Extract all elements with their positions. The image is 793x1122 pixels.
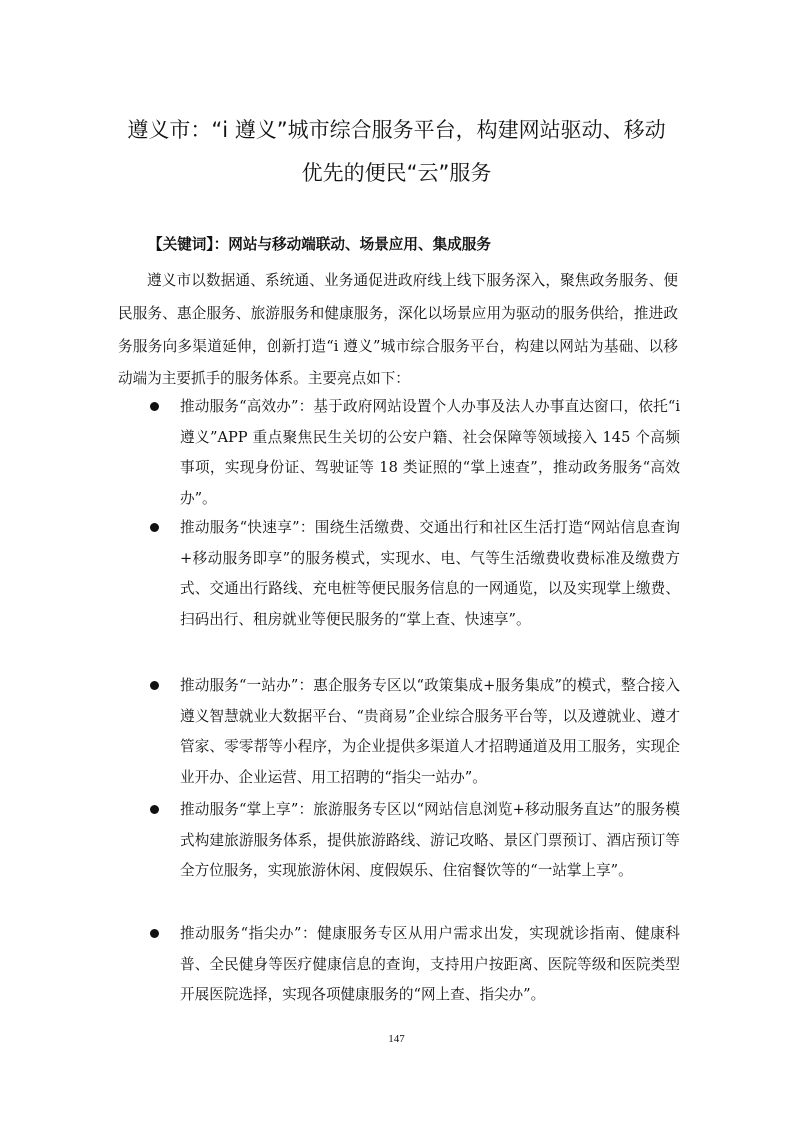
bullet-dot-icon (150, 929, 159, 938)
bullet-dot-icon (150, 402, 159, 411)
document-title-line-1: 遵义市：“i 遵义”城市综合服务平台，构建网站驱动、移动 (127, 118, 666, 142)
bullet-item-text: 推动服务“一站办”：惠企服务专区以“政策集成+服务集成”的模式，整合接入遵义智慧就业大数据平台、“贵商易”企业综合服务平台等，以及遵就业、遵才管家、零零帮等小程序，为企业提供多渠道人才招聘通道及用工服务，实现企业开办、企业运营、用工招聘的“指尖一站办”。 (180, 677, 680, 786)
keywords-line: 【关键词】：网站与移动端联动、场景应用、集成服务 (148, 236, 491, 253)
bullet-item-text: 推动服务“掌上享”：旅游服务专区以“网站信息浏览+移动服务直达”的服务模式构建旅游服务体系，提供旅游路线、游记攻略、景区门票预订、酒店预订等全方位服务，实现旅游休闲、度假娱乐、住宿餐饮等的“一站掌上享”。 (180, 801, 680, 879)
page-number: 147 (388, 1033, 405, 1045)
bullet-dot-icon (150, 805, 159, 814)
bullet-dot-icon (150, 681, 159, 690)
document-title-line-2: 优先的便民“云”服务 (301, 161, 492, 185)
bullet-dot-icon (150, 523, 159, 532)
intro-paragraph: 遵义市以数据通、系统通、业务通促进政府线上线下服务深入，聚焦政务服务、便民服务、惠企服务、旅游服务和健康服务，深化以场景应用为驱动的服务供给，推进政务服务向多渠道延伸，创新打造“i 遵义”城市综合服务平台，构建以网站为基础、以移动端为主要抓手的服务体系。主要亮点如下： (118, 272, 678, 388)
bullet-item-text: 推动服务“高效办”：基于政府网站设置个人办事及法人办事直达窗口，依托“i 遵义”APP 重点聚焦民生关切的公安户籍、社会保障等领域接入 145 个高频事项，实现身份证、驾驶证等 18 类证照的“掌上速查”，推动政务服务“高效办”。 (180, 398, 680, 507)
bullet-item-text: 推动服务“指尖办”：健康服务专区从用户需求出发，实现就诊指南、健康科普、全民健身等医疗健康信息的查询，支持用户按距离、医院等级和医院类型开展医院选择，实现各项健康服务的“网上查、指尖办”。 (180, 925, 680, 1003)
bullet-item-text: 推动服务“快速享”：围绕生活缴费、交通出行和社区生活打造“网站信息查询+移动服务即享”的服务模式，实现水、电、气等生活缴费收费标准及缴费方式、交通出行路线、充电桩等便民服务信息的一网通览，以及实现掌上缴费、扫码出行、租房就业等便民服务的“掌上查、快速享”。 (180, 519, 680, 628)
